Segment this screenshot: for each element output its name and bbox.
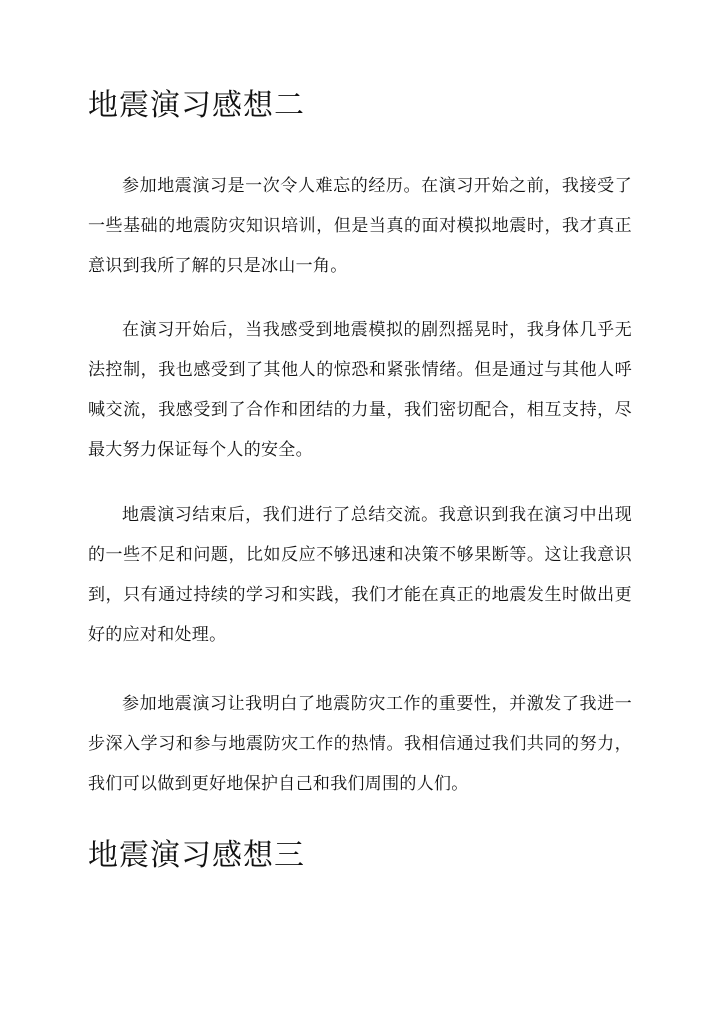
paragraph-2: 在演习开始后，当我感受到地震模拟的剧烈摇晃时，我身体几乎无法控制，我也感受到了其他人的惊恐和紧张情绪。但是通过与其他人呼喊交流，我感受到了合作和团结的力量，我们密切配合，相互支持，尽最大努力保证每个人的安全。 (88, 320, 632, 460)
section-heading-3: 地震演习感想三 (88, 838, 305, 873)
paragraph-1: 参加地震演习是一次令人难忘的经历。在演习开始之前，我接受了一些基础的地震防灾知识培训，但是当真的面对模拟地震时，我才真正意识到我所了解的只是冰山一角。 (88, 176, 632, 276)
paragraph-4: 参加地震演习让我明白了地震防灾工作的重要性，并激发了我进一步深入学习和参与地震防灾工作的热情。我相信通过我们共同的努力，我们可以做到更好地保护自己和我们周围的人们。 (88, 694, 632, 794)
section-heading-2: 地震演习感想二 (88, 88, 305, 123)
paragraph-3: 地震演习结束后，我们进行了总结交流。我意识到我在演习中出现的一些不足和问题，比如反应不够迅速和决策不够果断等。这让我意识到，只有通过持续的学习和实践，我们才能在真正的地震发生时做出更好的应对和处理。 (88, 505, 632, 645)
